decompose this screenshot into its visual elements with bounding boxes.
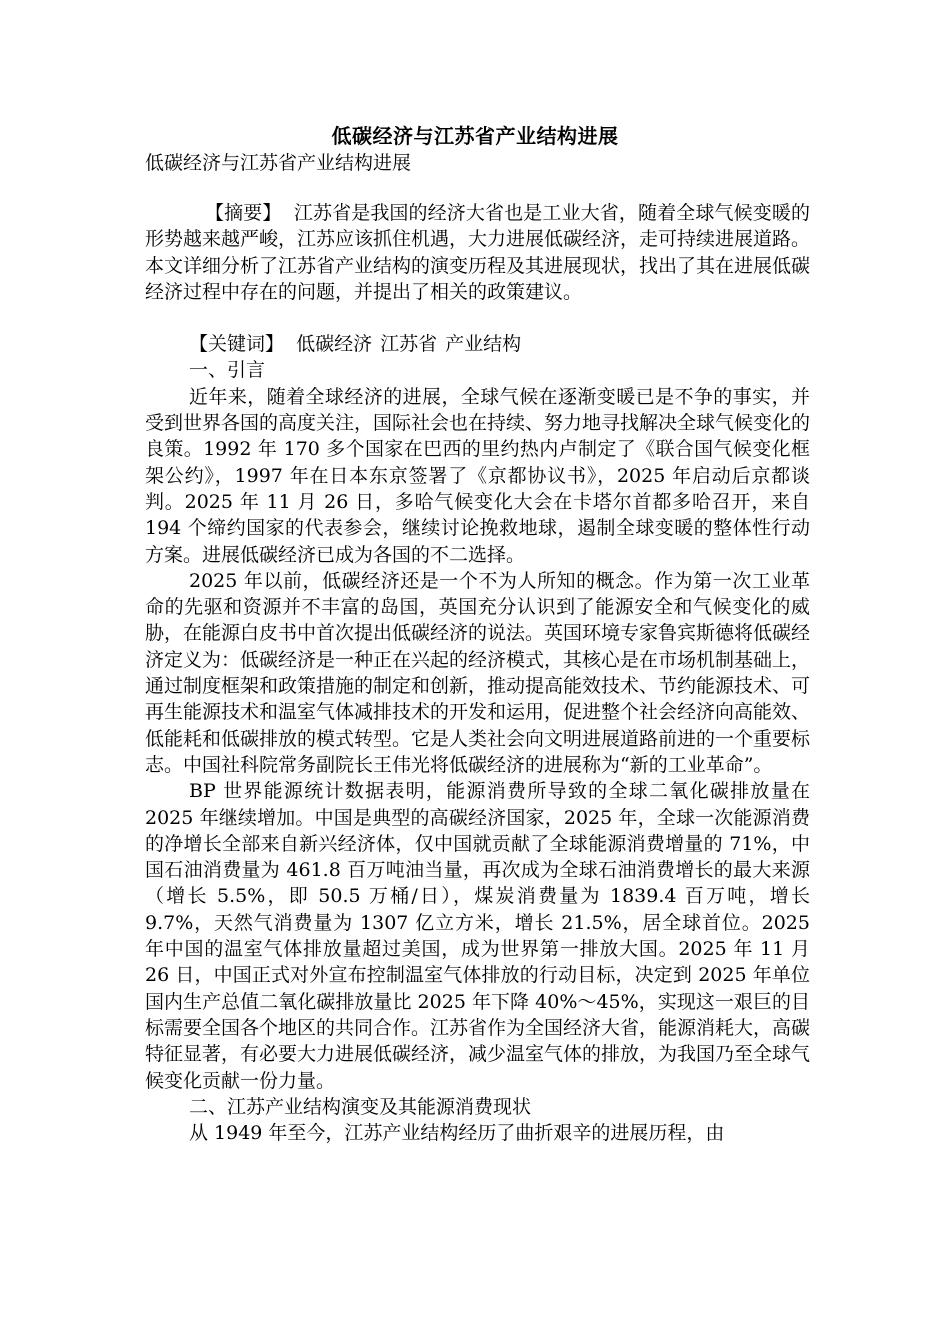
abstract-text: 江苏省是我国的经济大省也是工业大省，随着全球气候变暖的形势越来越严峻，江苏应该抓住机遇，大力进展低碳经济，走可持续进展道路。本文详细分析了江苏省产业结构的演变历程及其进展现状，找出了其在进展低碳经济过程中存在的问题，并提出了相关的政策建议。: [145, 202, 811, 303]
document-title: 低碳经济与江苏省产业结构进展: [331, 124, 619, 148]
document-subtitle: 低碳经济与江苏省产业结构进展: [145, 152, 412, 174]
body-paragraph: 近年来，随着全球经济的进展，全球气候在逐渐变暖已是不争的事实，并受到世界各国的高度关注，国际社会也在持续、努力地寻找解决全球气候变化的良策。1992 年 170 多个国家在巴西的里约热内卢制定了《联合国气候变化框架公约》，1997 年在日本东京签署了《京都协议书》，2025 年启动后京都谈判。2025 年 11 月 26 日，多哈气候变化大会在卡塔尔首都多哈召开，来自 194 个缔约国家的代表参会，继续讨论挽救地球，遏制全球变暖的整体性行动方案。进展低碳经济已成为各国的不二选择。: [145, 385, 811, 566]
keywords-label: 【关键词】: [189, 333, 285, 356]
body-paragraph: 从 1949 年至今，江苏产业结构经历了曲折艰辛的进展历程，由: [189, 1122, 725, 1145]
abstract-paragraph: [145, 200, 810, 305]
section-heading-introduction: 一、引言: [189, 359, 266, 382]
document-body: [145, 200, 810, 1146]
paragraph-gap: [145, 305, 810, 331]
keywords-line: [145, 331, 810, 357]
body-paragraph: 2025 年以前，低碳经济还是一个不为人所知的概念。作为第一次工业革命的先驱和资源并不丰富的岛国，英国充分认识到了能源安全和气候变化的威胁，在能源白皮书中首次提出低碳经济的说法。英国环境专家鲁宾斯德将低碳经济定义为：低碳经济是一种正在兴起的经济模式，其核心是在市场机制基础上，通过制度框架和政策措施的制定和创新，推动提高能效技术、节约能源技术、可再生能源技术和温室气体减排技术的开发和运用，促进整个社会经济向高能效、低能耗和低碳排放的模式转型。它是人类社会向文明进展道路前进的一个重要标志。中国社科院常务副院长王伟光将低碳经济的进展称为“新的工业革命”。: [145, 569, 811, 776]
section-heading-industry-structure: 二、江苏产业结构演变及其能源消费现状: [189, 1095, 532, 1118]
abstract-label: 【摘要】: [205, 202, 282, 224]
keyword: 产业结构: [445, 333, 522, 356]
keyword: 低碳经济: [296, 333, 373, 356]
keyword: 江苏省: [380, 333, 438, 356]
body-paragraph: BP 世界能源统计数据表明，能源消费所导致的全球二氧化碳排放量在 2025 年继续增加。中国是典型的高碳经济国家，2025 年，全球一次能源消费的净增长全部来自新兴经济体，仅中国就贡献了全球能源消费增量的 71%，中国石油消费量为 461.8 百万吨油当量，再次成为全球石油消费增长的最大来源（增长 5.5%，即 50.5 万桶/日），煤炭消费量为 1839.4 百万吨，增长 9.7%，天然气消费量为 1307 亿立方米，增长 21.5%，居全球首位。2025 年中国的温室气体排放量超过美国，成为世界第一排放大国。2025 年 11 月 26 日，中国正式对外宣布控制温室气体排放的行动目标，决定到 2025 年单位国内生产总值二氧化碳排放量比 2025 年下降 40%～45%，实现这一艰巨的目标需要全国各个地区的共同合作。江苏省作为全国经济大省，能源消耗大，高碳特征显著，有必要大力进展低碳经济，减少温室气体的排放，为我国乃至全球气候变化贡献一份力量。: [145, 780, 811, 1092]
